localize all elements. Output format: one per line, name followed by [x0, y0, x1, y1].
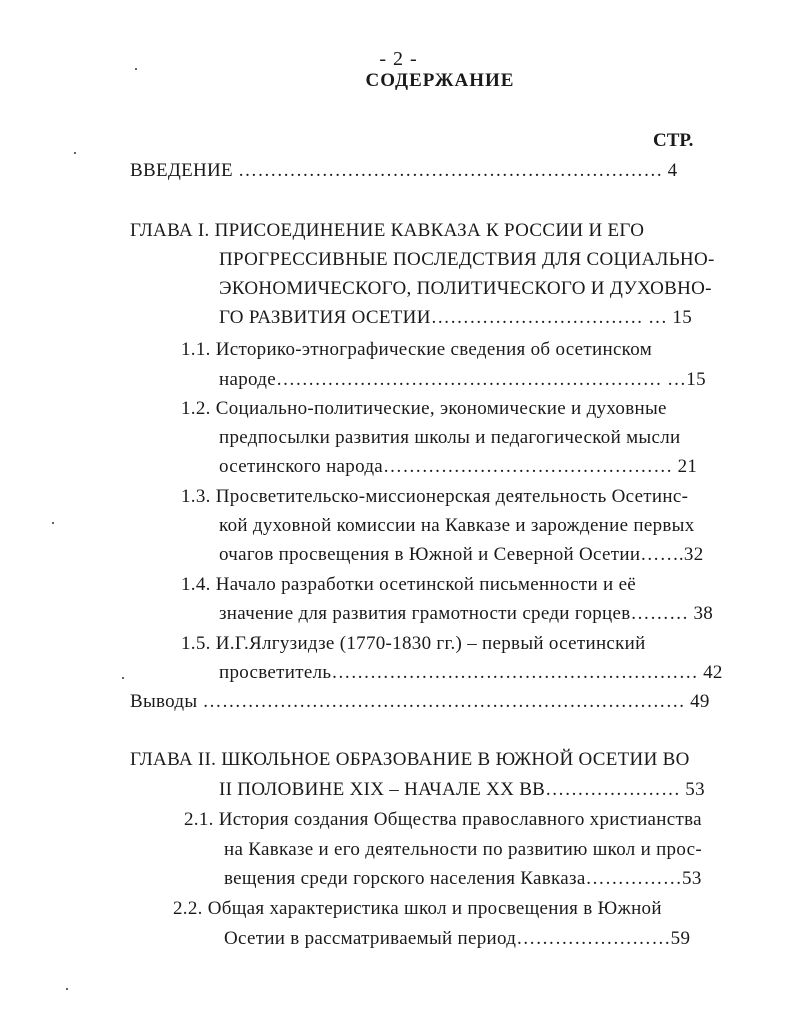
toc-section-2-1-line2: на Кавказе и его деятельности по развитию школ и прос-	[224, 839, 702, 860]
toc-section-1-3-line1: 1.3. Просветительско-миссионерская деятельность Осетинс-	[181, 486, 689, 507]
toc-chapter1-line4: ГО РАЗВИТИЯ ОСЕТИИ…………………………… … 15	[219, 307, 693, 328]
toc-chapter2-line2: II ПОЛОВИНЕ XIX – НАЧАЛЕ XX ВВ………………… 53	[219, 779, 705, 800]
toc-chapter1-line1: ГЛАВА I. ПРИСОЕДИНЕНИЕ КАВКАЗА К РОССИИ И ЕГО	[130, 220, 645, 241]
page-title: СОДЕРЖАНИЕ	[365, 70, 515, 91]
toc-section-2-1-line3: вещения среди горского населения Кавказа……………53	[224, 868, 702, 889]
toc-section-2-2-line2: Осетии в рассматриваемый период……………………59	[224, 928, 691, 949]
toc-chapter1-line3: ЭКОНОМИЧЕСКОГО, ПОЛИТИЧЕСКОГО И ДУХОВНО-	[219, 278, 712, 299]
scan-speck	[52, 522, 54, 524]
toc-section-1-3-line3: очагов просвещения в Южной и Северной Осетии…….32	[219, 544, 704, 565]
toc-section-1-2-line2: предпосылки развития школы и педагогической мысли	[219, 427, 681, 448]
toc-conclusions: Выводы ………………………………………………………………… 49	[130, 691, 710, 712]
toc-section-1-4-line2: значение для развития грамотности среди горцев……… 38	[219, 603, 714, 624]
toc-section-1-2-line1: 1.2. Социально-политические, экономические и духовные	[181, 398, 667, 419]
scan-speck	[135, 68, 137, 70]
toc-section-1-1-line1: 1.1. Историко-этнографические сведения об осетинском	[181, 339, 653, 360]
toc-chapter1-line2: ПРОГРЕССИВНЫЕ ПОСЛЕДСТВИЯ ДЛЯ СОЦИАЛЬНО-	[219, 249, 715, 270]
scan-speck	[122, 677, 124, 679]
toc-section-1-3-line2: кой духовной комиссии на Кавказе и зарождение первых	[219, 515, 695, 536]
toc-section-1-1-line2: народе…………………………………………………… …15	[219, 369, 706, 390]
scan-speck	[74, 152, 76, 154]
page-column-header: СТР.	[653, 130, 694, 151]
toc-section-2-1-line1: 2.1. История создания Общества православного христианства	[184, 809, 702, 830]
toc-section-1-5-line2: просветитель………………………………………………… 42	[219, 662, 723, 683]
scan-speck	[66, 988, 68, 990]
toc-section-1-5-line1: 1.5. И.Г.Ялгузидзе (1770-1830 гг.) – первый осетинский	[181, 633, 646, 654]
page-number: - 2 -	[379, 48, 418, 70]
toc-section-1-4-line1: 1.4. Начало разработки осетинской письменности и её	[181, 574, 637, 595]
toc-section-1-2-line3: осетинского народа……………………………………… 21	[219, 456, 698, 477]
toc-section-2-2-line1: 2.2. Общая характеристика школ и просвещения в Южной	[173, 898, 662, 919]
toc-chapter2-line1: ГЛАВА II. ШКОЛЬНОЕ ОБРАЗОВАНИЕ В ЮЖНОЙ ОСЕТИИ ВО	[130, 749, 690, 770]
toc-introduction: ВВЕДЕНИЕ ………………………………………………………… 4	[130, 160, 678, 181]
